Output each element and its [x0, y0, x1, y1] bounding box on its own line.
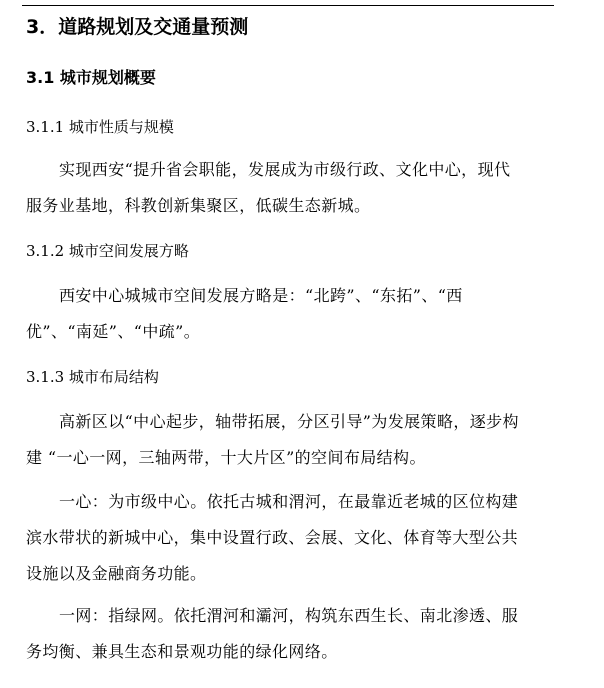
paragraph: 西安中心城城市空间发展方略是：“北跨”、“东拓”、“西优”、“南延”、“中疏”。 [26, 286, 463, 341]
paragraph: 一网：指绿网。依托渭河和灞河，构筑东西生长、南北渗透、服务均衡、兼具生态和景观功能的绿化网络。 [26, 606, 519, 661]
subsection-heading: 3.1.3 城市布局结构 [26, 368, 159, 386]
subsection-heading: 3.1.2 城市空间发展方略 [26, 242, 189, 260]
section-heading: 3.1 城市规划概要 [26, 68, 156, 87]
chapter-title: 3．道路规划及交通量预测 [26, 16, 249, 38]
paragraph: 高新区以“中心起步，轴带拓展，分区引导”为发展策略，逐步构建 “一心一网，三轴两带，十大片区”的空间布局结构。 [26, 412, 519, 467]
subsection-heading: 3.1.1 城市性质与规模 [26, 118, 174, 136]
paragraph: 一心：为市级中心。依托古城和渭河，在最靠近老城的区位构建滨水带状的新城中心，集中设置行政、会展、文化、体育等大型公共设施以及金融商务功能。 [26, 492, 519, 583]
paragraph: 实现西安“提升省会职能，发展成为市级行政、文化中心，现代服务业基地，科教创新集聚区，低碳生态新城。 [26, 160, 511, 215]
top-rule [22, 5, 554, 6]
